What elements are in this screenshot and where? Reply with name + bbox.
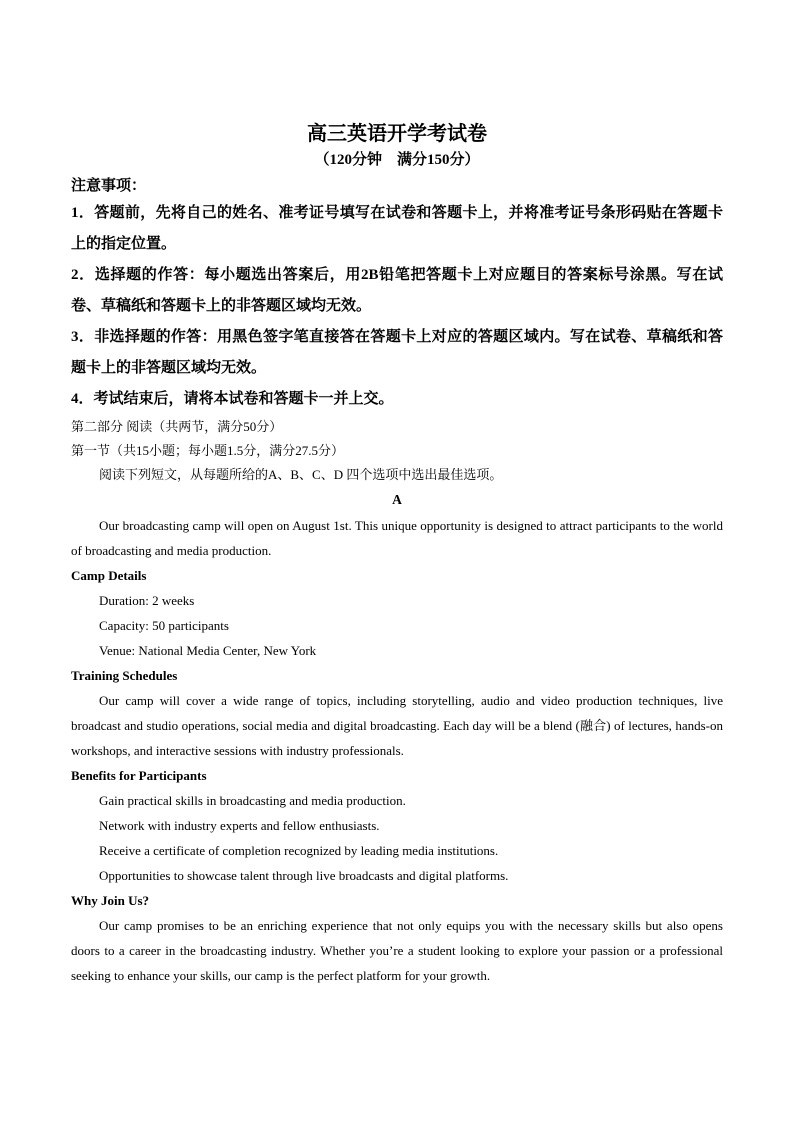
benefit-item: Gain practical skills in broadcasting and media production. [99, 793, 406, 808]
passage-letter: A [392, 492, 402, 507]
passage-intro: Our broadcasting camp will open on August 1st. This unique opportunity is designed to attract participants to the world of broadcasting and media production. [71, 518, 723, 558]
training-text: Our camp will cover a wide range of topics, including storytelling, audio and video production techniques, live broadcast and studio operations, social media and digital broadcasting. Each day will be a blend (融合) of lectures, hands-on workshops, and interactive sessions with industry professionals. [71, 693, 723, 758]
exam-page [71, 120, 723, 988]
benefit-item: Receive a certificate of completion recognized by leading media institutions. [99, 843, 499, 858]
exam-title: 高三英语开学考试卷 [307, 123, 487, 145]
benefit-item: Network with industry experts and fellow enthusiasts. [99, 818, 380, 833]
camp-duration: Duration: 2 weeks [99, 593, 195, 608]
why-join-heading: Why Join Us? [71, 893, 150, 908]
benefits-heading: Benefits for Participants [71, 768, 207, 783]
camp-capacity: Capacity: 50 participants [99, 618, 229, 633]
notice-heading: 注意事项： [71, 178, 147, 194]
notice-item-2: 2．选择题的作答：每小题选出答案后，用2B铅笔把答题卡上对应题目的答案标号涂黑。写在试卷、草稿纸和答题卡上的非答题区域均无效。 [71, 267, 723, 314]
why-join-text: Our camp promises to be an enriching experience that not only equips you with the necessary skills but also opens doors to a career in the broadcasting industry. Whether you’re a student looking to explore your passion or a professional seeking to enhance your skills, our camp is the perfect platform for your growth. [71, 918, 723, 983]
section-part-heading: 第二部分 阅读（共两节，满分50分） [71, 419, 283, 434]
notice-item-3: 3．非选择题的作答：用黑色签字笔直接答在答题卡上对应的答题区域内。写在试卷、草稿纸和答题卡上的非答题区域均无效。 [71, 329, 723, 376]
notice-item-4: 4．考试结束后，请将本试卷和答题卡一并上交。 [71, 391, 394, 407]
section-subpart-heading: 第一节（共15小题；每小题1.5分，满分27.5分） [71, 443, 345, 458]
notice-item-1: 1．答题前，先将自己的姓名、准考证号填写在试卷和答题卡上，并将准考证号条形码贴在答题卡上的指定位置。 [71, 205, 723, 252]
camp-details-heading: Camp Details [71, 568, 147, 583]
exam-subtitle: （120分钟 满分150分） [314, 152, 480, 168]
section-instruction: 阅读下列短文，从每题所给的A、B、C、D 四个选项中选出最佳选项。 [99, 467, 503, 482]
benefit-item: Opportunities to showcase talent through live broadcasts and digital platforms. [99, 868, 509, 883]
training-heading: Training Schedules [71, 668, 178, 683]
camp-venue: Venue: National Media Center, New York [99, 643, 317, 658]
